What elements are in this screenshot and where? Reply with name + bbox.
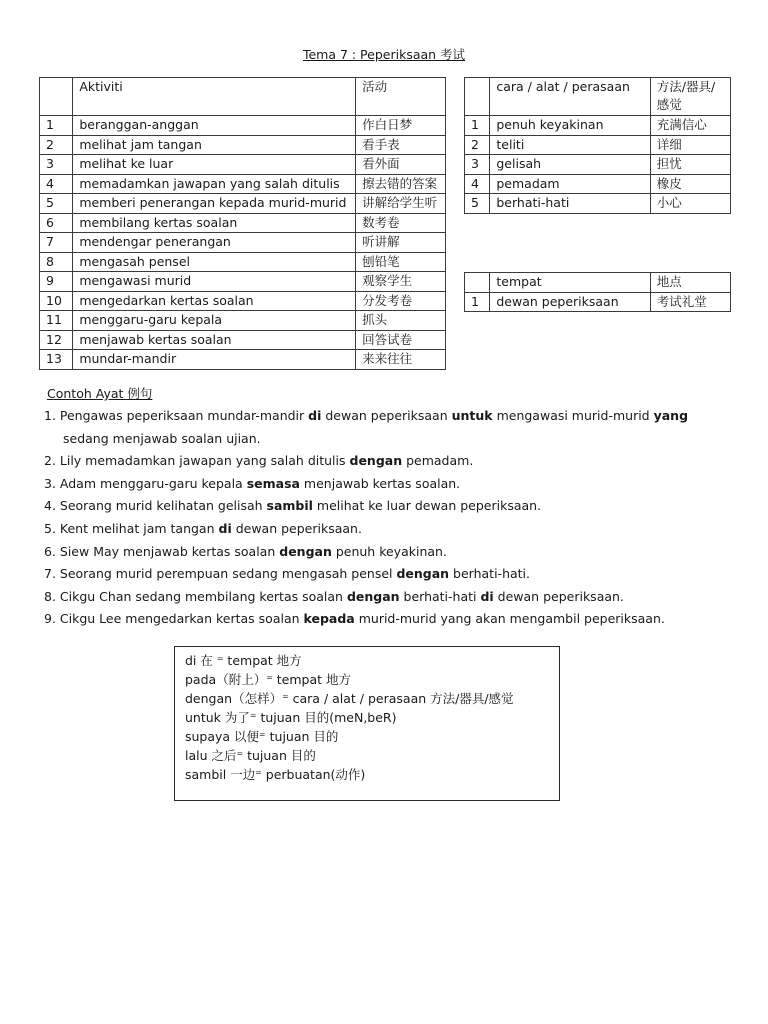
row-number: 2 xyxy=(465,135,490,155)
row-chinese-term: 考试礼堂 xyxy=(650,292,730,312)
sentence-text: 8. Cikgu Chan sedang membilang kertas soalan xyxy=(44,588,347,604)
table-row xyxy=(40,330,446,350)
row-malay-term: mengawasi murid xyxy=(73,272,356,292)
connector-word: yang xyxy=(653,408,689,423)
table-row xyxy=(465,116,731,136)
connector-word: semasa xyxy=(246,475,300,491)
example-sentence xyxy=(44,450,744,473)
row-number: 10 xyxy=(40,291,73,311)
row-chinese-term: 详细 xyxy=(650,135,730,155)
sentence-text: 1. Pengawas peperiksaan mundar-mandir xyxy=(44,408,309,423)
header-place-chinese: 地点 xyxy=(650,273,730,293)
row-malay-term: mundar-mandir xyxy=(73,350,356,370)
connector-word: dengan xyxy=(279,543,332,559)
row-chinese-term: 橡皮 xyxy=(650,174,730,194)
example-sentence xyxy=(44,405,744,450)
connector-word: untuk xyxy=(451,408,493,423)
row-chinese-term: 小心 xyxy=(650,194,730,214)
sentence-text: 7. Seorang murid perempuan sedang mengasah pensel xyxy=(44,566,397,582)
table-header-row xyxy=(465,78,731,116)
example-sentence-line xyxy=(44,495,744,518)
row-chinese-term: 担忧 xyxy=(650,155,730,175)
example-sentence-line xyxy=(44,563,744,586)
sentence-text: penuh keyakinan. xyxy=(331,543,447,559)
row-chinese-term: 来来往往 xyxy=(356,350,446,370)
examples-heading: Contoh Ayat 例句 xyxy=(47,386,153,401)
row-number: 1 xyxy=(40,116,73,136)
connector-definition: lalu 之后⁼ tujuan 目的 xyxy=(185,748,316,763)
connector-definition: untuk 为了⁼ tujuan 目的(meN,beR) xyxy=(185,710,397,725)
sentence-text: 2. Lily memadamkan jawapan yang salah ditulis xyxy=(44,453,350,469)
sentence-text: berhati-hati xyxy=(399,588,481,604)
example-sentence-line xyxy=(44,518,744,541)
connector-definition: di 在 ⁼ tempat 地方 xyxy=(185,653,302,668)
connector-word: di xyxy=(218,520,232,536)
row-malay-term: melihat ke luar xyxy=(73,155,356,175)
table-row xyxy=(40,272,446,292)
row-malay-term: memberi penerangan kepada murid-murid xyxy=(73,194,356,214)
example-sentence-line xyxy=(44,541,744,564)
sentence-text: dewan peperiksaan xyxy=(321,408,452,423)
sentence-text: sedang menjawab soalan ujian. xyxy=(63,430,261,446)
row-number: 12 xyxy=(40,330,73,350)
table-header-row xyxy=(465,273,731,293)
example-sentence-line xyxy=(44,405,744,428)
row-number: 5 xyxy=(40,194,73,214)
table-row xyxy=(465,292,731,312)
row-chinese-term: 抓头 xyxy=(356,311,446,331)
place-table xyxy=(464,272,731,312)
table-row xyxy=(40,291,446,311)
sentence-text: pemadam. xyxy=(402,453,474,469)
sentence-text: murid-murid yang akan mengambil peperiksaan. xyxy=(354,611,665,627)
row-chinese-term: 数考卷 xyxy=(356,213,446,233)
sentence-text: dewan peperiksaan. xyxy=(493,588,624,604)
row-malay-term: gelisah xyxy=(490,155,650,175)
manner-table-body xyxy=(465,78,731,214)
example-sentence-line xyxy=(44,473,744,496)
row-number: 1 xyxy=(465,292,490,312)
row-chinese-term: 看外面 xyxy=(356,155,446,175)
table-row xyxy=(465,194,731,214)
table-row xyxy=(465,174,731,194)
example-sentence xyxy=(44,473,744,496)
table-row xyxy=(40,135,446,155)
row-malay-term: menggaru-garu kepala xyxy=(73,311,356,331)
table-row xyxy=(40,350,446,370)
sentence-text: berhati-hati. xyxy=(449,566,530,582)
example-sentence-line xyxy=(44,428,744,451)
connector-definition: sambil 一边⁼ perbuatan(动作) xyxy=(185,767,366,782)
sentence-text: mengawasi murid-murid xyxy=(492,408,654,423)
table-row xyxy=(40,252,446,272)
row-number: 13 xyxy=(40,350,73,370)
table-row xyxy=(40,233,446,253)
example-sentence xyxy=(44,518,744,541)
table-row xyxy=(40,311,446,331)
header-cara: cara / alat / perasaan xyxy=(490,78,650,116)
table-row xyxy=(40,213,446,233)
table-header-row xyxy=(40,78,446,116)
row-number: 4 xyxy=(40,174,73,194)
sentence-text: 3. Adam menggaru-garu kepala xyxy=(44,475,247,491)
sentence-text: menjawab kertas soalan. xyxy=(299,475,461,491)
connector-word: di xyxy=(480,588,494,604)
header-aktiviti: Aktiviti xyxy=(73,78,356,116)
row-malay-term: dewan peperiksaan xyxy=(490,292,650,312)
table-row xyxy=(40,116,446,136)
activity-table xyxy=(39,77,446,370)
connector-word: sambil xyxy=(266,498,313,514)
row-number: 2 xyxy=(40,135,73,155)
connector-word: di xyxy=(308,408,322,423)
row-malay-term: beranggan-anggan xyxy=(73,116,356,136)
row-chinese-term: 讲解给学生听 xyxy=(356,194,446,214)
row-chinese-term: 擦去错的答案 xyxy=(356,174,446,194)
connector-definition: supaya 以便⁼ tujuan 目的 xyxy=(185,729,339,744)
row-number: 11 xyxy=(40,311,73,331)
header-activity-chinese: 活动 xyxy=(356,78,446,116)
row-chinese-term: 回答试卷 xyxy=(356,330,446,350)
sentence-text: melihat ke luar dewan peperiksaan. xyxy=(312,498,542,514)
row-chinese-term: 听讲解 xyxy=(356,233,446,253)
table-row xyxy=(40,174,446,194)
connector-definition: pada（附上）⁼ tempat 地方 xyxy=(185,672,351,687)
row-malay-term: teliti xyxy=(490,135,650,155)
row-malay-term: memadamkan jawapan yang salah ditulis xyxy=(73,174,356,194)
row-malay-term: menjawab kertas soalan xyxy=(73,330,356,350)
row-number: 1 xyxy=(465,116,490,136)
row-chinese-term: 刨铅笔 xyxy=(356,252,446,272)
row-malay-term: mengasah pensel xyxy=(73,252,356,272)
header-number xyxy=(465,273,490,293)
header-tempat: tempat xyxy=(490,273,650,293)
row-chinese-term: 分发考卷 xyxy=(356,291,446,311)
connector-word: dengan xyxy=(396,566,450,582)
activity-table-body xyxy=(40,78,446,370)
header-manner-chinese: 方法/器具/感觉 xyxy=(650,78,730,116)
connector-word: dengan xyxy=(349,453,403,469)
row-chinese-term: 充满信心 xyxy=(650,116,730,136)
example-sentence xyxy=(44,608,744,631)
row-number: 5 xyxy=(465,194,490,214)
header-number xyxy=(465,78,490,116)
sentence-text: 6. Siew May menjawab kertas soalan xyxy=(44,543,280,559)
connector-word: kepada xyxy=(303,611,355,627)
row-number: 9 xyxy=(40,272,73,292)
row-number: 4 xyxy=(465,174,490,194)
example-sentence xyxy=(44,563,744,586)
table-row xyxy=(465,155,731,175)
example-sentence-line xyxy=(44,450,744,473)
row-chinese-term: 作白日梦 xyxy=(356,116,446,136)
row-malay-term: melihat jam tangan xyxy=(73,135,356,155)
example-sentence xyxy=(44,541,744,564)
row-chinese-term: 看手表 xyxy=(356,135,446,155)
place-table-body xyxy=(465,273,731,312)
header-number xyxy=(40,78,73,116)
sentence-text: dewan peperiksaan. xyxy=(231,520,362,536)
example-sentences-list xyxy=(44,405,744,631)
example-sentence xyxy=(44,495,744,518)
sentence-text: 9. Cikgu Lee mengedarkan kertas soalan xyxy=(44,611,304,627)
sentence-text: 5. Kent melihat jam tangan xyxy=(44,520,219,536)
example-sentence-line xyxy=(44,608,744,631)
table-row xyxy=(40,155,446,175)
connector-reference-box xyxy=(174,646,560,801)
row-number: 8 xyxy=(40,252,73,272)
row-malay-term: pemadam xyxy=(490,174,650,194)
sentence-text: 4. Seorang murid kelihatan gelisah xyxy=(44,498,267,514)
row-chinese-term: 观察学生 xyxy=(356,272,446,292)
row-number: 3 xyxy=(465,155,490,175)
manner-table xyxy=(464,77,731,214)
connector-definition: dengan（怎样）⁼ cara / alat / perasaan 方法/器具/感觉 xyxy=(185,691,514,706)
row-malay-term: mendengar penerangan xyxy=(73,233,356,253)
row-number: 7 xyxy=(40,233,73,253)
page-title: Tema 7 : Peperiksaan 考试 xyxy=(302,47,466,62)
row-number: 6 xyxy=(40,213,73,233)
row-malay-term: membilang kertas soalan xyxy=(73,213,356,233)
row-malay-term: mengedarkan kertas soalan xyxy=(73,291,356,311)
table-row xyxy=(40,194,446,214)
table-row xyxy=(465,135,731,155)
example-sentence-line xyxy=(44,586,744,609)
row-malay-term: berhati-hati xyxy=(490,194,650,214)
row-malay-term: penuh keyakinan xyxy=(490,116,650,136)
example-sentence xyxy=(44,586,744,609)
connector-word: dengan xyxy=(346,588,400,604)
row-number: 3 xyxy=(40,155,73,175)
